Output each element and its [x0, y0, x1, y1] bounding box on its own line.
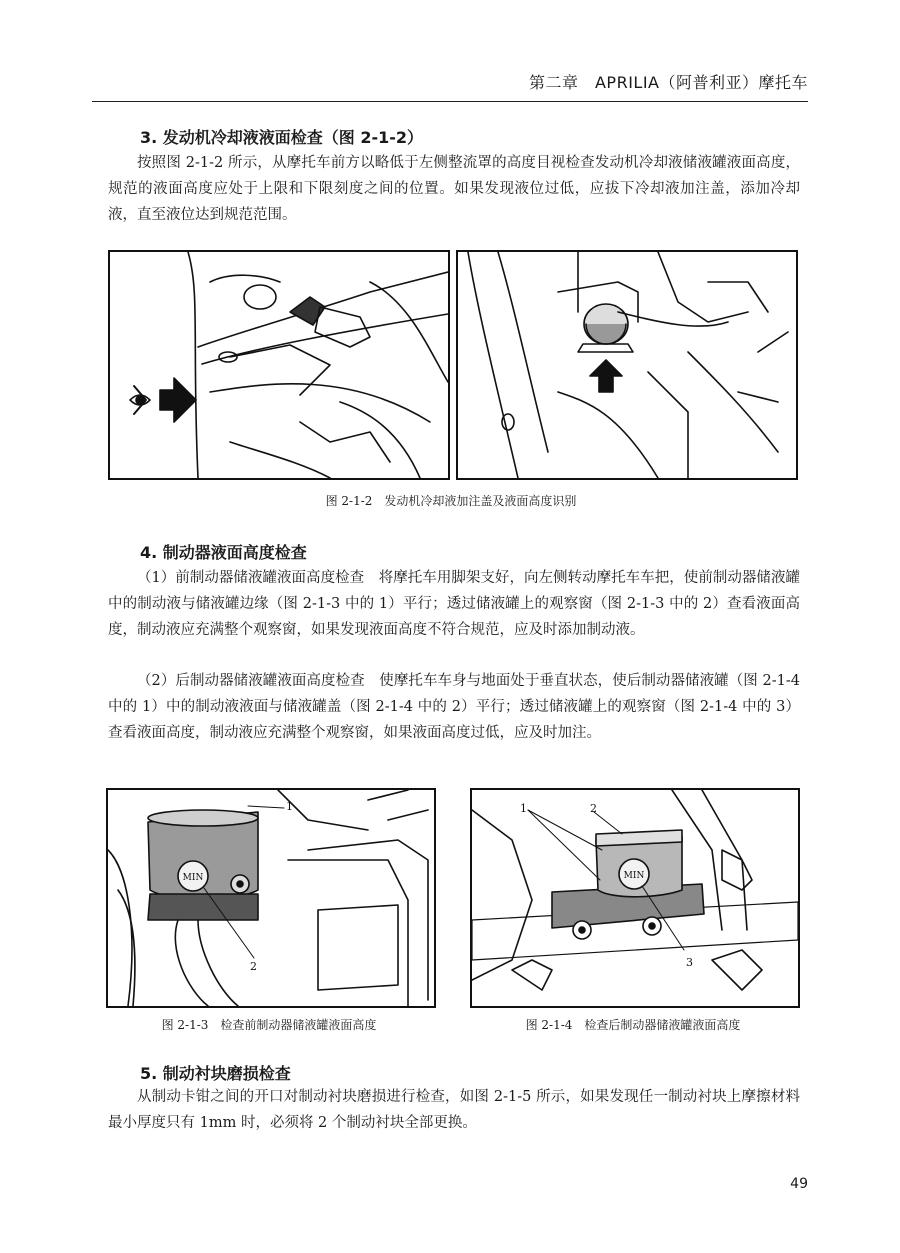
- figure-2-1-4-caption: 图 2-1-4 检查后制动器储液罐液面高度: [525, 1018, 741, 1032]
- section-4-title: 4. 制动器液面高度检查: [140, 543, 307, 562]
- page-number: 49: [790, 1176, 808, 1192]
- fig-2-1-4-label-1: 1: [520, 802, 527, 815]
- fig-2-1-3-label-1: 1: [286, 800, 293, 813]
- section-5-title: 5. 制动衬块磨损检查: [140, 1064, 291, 1083]
- running-header: 第二章 APRILIA（阿普利亚）摩托车: [528, 73, 808, 92]
- section-3-paragraph: 按照图 2-1-2 所示，从摩托车前方以略低于左侧整流罩的高度目视检查发动机冷却液储液罐液面高度，规范的液面高度应处于上限和下限刻度之间的位置。如果发现液位过低，应拔下冷却液加注盖，添加冷却液，直至液位达到规范范围。: [108, 155, 800, 223]
- figure-2-1-4-image: [470, 788, 800, 1008]
- figure-2-1-3-caption: 图 2-1-3 检查前制动器储液罐液面高度: [161, 1018, 377, 1032]
- section-3-title: 3. 发动机冷却液液面检查（图 2-1-2）: [140, 128, 424, 147]
- fig-2-1-3-window-label: MIN: [182, 873, 204, 883]
- fig-2-1-3-label-2: 2: [250, 960, 257, 973]
- figure-2-1-2-left-image: [108, 250, 450, 480]
- figure-2-1-3-image: [106, 788, 436, 1008]
- figure-2-1-2-caption: 图 2-1-2 发动机冷却液加注盖及液面高度识别: [325, 494, 577, 508]
- section-5-paragraph: 从制动卡钳之间的开口对制动衬块磨损进行检查，如图 2-1-5 所示，如果发现任一制动衬块上摩擦材料最小厚度只有 1mm 时，必须将 2 个制动衬块全部更换。: [108, 1089, 800, 1131]
- figure-2-1-2-right-image: [456, 250, 798, 480]
- section-4-paragraph-2: （2）后制动器储液罐液面高度检查 使摩托车车身与地面处于垂直状态，使后制动器储液罐（图 2-1-4 中的 1）中的制动液液面与储液罐盖（图 2-1-4 中的 2）平行；透过储液罐上的观察窗（图 2-1-4 中的 3）查看液面高度，制动液应充满整个观察窗，如果液面高度过低，应及时加注。: [108, 673, 800, 741]
- section-4-paragraph-1: （1）前制动器储液罐液面高度检查 将摩托车用脚架支好，向左侧转动摩托车车把，使前制动器储液罐中的制动液与储液罐边缘（图 2-1-3 中的 1）平行；透过储液罐上的观察窗（图 2-1-3 中的 2）查看液面高度，制动液应充满整个观察窗，如果发现液面高度不符合规范，应及时添加制动液。: [108, 570, 800, 638]
- fig-2-1-4-label-2: 2: [590, 802, 597, 815]
- header-rule: [92, 101, 808, 102]
- fig-2-1-4-label-3: 3: [686, 956, 693, 969]
- fig-2-1-4-window-label: MIN: [623, 871, 645, 881]
